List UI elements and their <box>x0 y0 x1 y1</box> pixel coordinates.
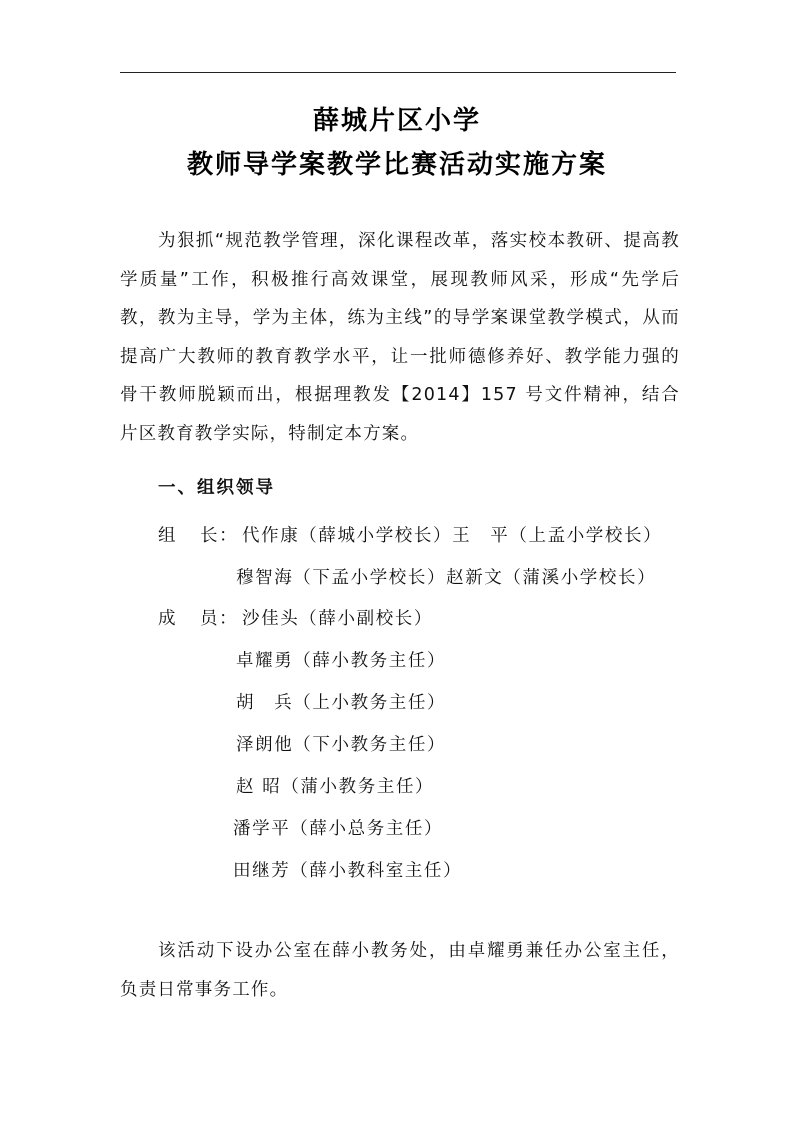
leader-label-char1: 组 <box>158 526 178 546</box>
member-row <box>236 731 446 756</box>
header-rule <box>120 72 676 73</box>
title-line-2: 教师导学案教学比赛活动实施方案 <box>186 150 607 180</box>
member-item: 沙佳头（薛小副校长） <box>242 609 433 629</box>
member-row <box>236 647 446 672</box>
intro-paragraph: 为狠抓“规范教学管理，深化课程改革，落实校本教研、提高教学质量”工作，积极推行高效课堂，展现教师风采，形成“先学后教，教为主导，学为主体，练为主线”的导学案课堂教学模式，从而提高广大教师的教育教学水平，让一批师德修养好、教学能力强的骨干教师脱颖而出，根据理教发【2014】157 号文件精神，结合片区教育教学实际，特制定本方案。 <box>120 231 680 444</box>
member-label <box>158 605 242 630</box>
member-row <box>236 773 434 798</box>
member-row <box>236 689 446 714</box>
member-row <box>233 815 443 840</box>
title-line-1: 薛城片区小学 <box>312 106 481 136</box>
section-heading-organization: 一、组织领导 <box>158 478 275 498</box>
member-item: 泽朗他（下小教务主任） <box>236 735 447 755</box>
member-row <box>233 857 462 882</box>
member-item: 田继芳（薛小教科室主任） <box>233 861 463 881</box>
member-item: 潘学平（薛小总务主任） <box>233 819 444 839</box>
leader-names-1: 代作康（薛城小学校长）王 平（上孟小学校长） <box>242 526 663 546</box>
leader-row-1 <box>158 522 662 547</box>
member-item: 赵 昭（蒲小教务主任） <box>236 777 435 797</box>
member-item: 胡 兵（上小教务主任） <box>236 693 447 713</box>
leader-row-2 <box>236 564 656 589</box>
member-label-char1: 成 <box>158 609 178 629</box>
member-row-1 <box>158 605 433 630</box>
member-label-char2: 员： <box>200 609 239 629</box>
leader-label <box>158 522 242 547</box>
leader-label-char2: 长： <box>200 526 239 546</box>
member-item: 卓耀勇（薛小教务主任） <box>236 651 447 671</box>
leader-names-2: 穆智海（下孟小学校长）赵新文（蒲溪小学校长） <box>236 568 657 588</box>
closing-paragraph: 该活动下设办公室在薛小教务处，由卓耀勇兼任办公室主任，负责日常事务工作。 <box>120 941 680 1000</box>
